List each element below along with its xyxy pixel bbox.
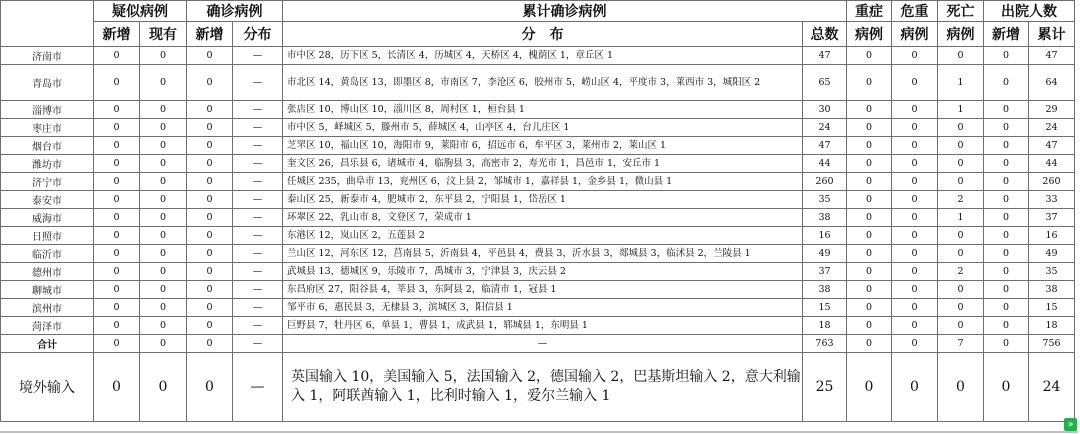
- death-cell: 0: [938, 119, 984, 137]
- table-row: [1, 299, 1075, 317]
- city-cell: 日照市: [1, 227, 94, 245]
- city-cell: 烟台市: [1, 137, 94, 155]
- discharged-new-cell: 0: [984, 137, 1029, 155]
- confirmed-distribution-cell: —: [233, 119, 283, 137]
- total-cumulative-cell: 763: [803, 335, 847, 353]
- header-cumulative-total: 总数: [803, 22, 847, 47]
- suspected-new-cell: 0: [94, 65, 140, 101]
- confirmed-new-cell: 0: [187, 227, 233, 245]
- header-cumulative: 累计确诊病例: [283, 1, 847, 22]
- confirmed-distribution-cell: —: [233, 227, 283, 245]
- suspected-new-cell: 0: [94, 317, 140, 335]
- confirmed-distribution-cell: —: [233, 263, 283, 281]
- confirmed-new-cell: 0: [187, 137, 233, 155]
- detail-cell: 东港区 12，岚山区 2，五莲县 2: [283, 227, 803, 245]
- discharged-cumulative-cell: 47: [1029, 47, 1075, 65]
- total-death-cell: 7: [938, 335, 984, 353]
- detail-cell: 泰山区 25，新泰市 4，肥城市 2，东平县 2，宁阳县 1，岱岳区 1: [283, 191, 803, 209]
- suspected-new-cell: 0: [94, 155, 140, 173]
- detail-cell: 环翠区 22，乳山市 8，文登区 7，荣成市 1: [283, 209, 803, 227]
- critical-cell: 0: [892, 317, 938, 335]
- header-critical: 危重: [892, 1, 938, 22]
- severe-cell: 0: [847, 155, 892, 173]
- header-severe-cases: 病例: [847, 22, 892, 47]
- import-discharged-cumulative-cell: 24: [1029, 353, 1075, 422]
- death-cell: 0: [938, 281, 984, 299]
- discharged-cumulative-cell: 44: [1029, 155, 1075, 173]
- death-cell: 0: [938, 155, 984, 173]
- header-row-1: [1, 1, 1075, 22]
- total-severe-cell: 0: [847, 335, 892, 353]
- critical-cell: 0: [892, 119, 938, 137]
- import-confirmed-new-cell: 0: [187, 353, 233, 422]
- suspected-existing-cell: 0: [140, 173, 187, 191]
- table-row: [1, 191, 1075, 209]
- cumulative-cell: 37: [803, 263, 847, 281]
- suspected-new-cell: 0: [94, 263, 140, 281]
- critical-cell: 0: [892, 209, 938, 227]
- table-row: [1, 263, 1075, 281]
- table-body: [1, 47, 1075, 422]
- confirmed-new-cell: 0: [187, 65, 233, 101]
- city-cell: 青岛市: [1, 65, 94, 101]
- city-cell: 菏泽市: [1, 317, 94, 335]
- suspected-new-cell: 0: [94, 227, 140, 245]
- suspected-new-cell: 0: [94, 245, 140, 263]
- confirmed-new-cell: 0: [187, 299, 233, 317]
- detail-cell: 巨野县 7，牡丹区 6，单县 1，曹县 1，成武县 1，郓城县 1，东明县 1: [283, 317, 803, 335]
- city-cell: 德州市: [1, 263, 94, 281]
- detail-cell: 邹平市 6，惠民县 3，无棣县 3，滨城区 3，阳信县 1: [283, 299, 803, 317]
- confirmed-distribution-cell: —: [233, 317, 283, 335]
- header-death: 死亡: [938, 1, 984, 22]
- confirmed-new-cell: 0: [187, 173, 233, 191]
- confirmed-distribution-cell: —: [233, 245, 283, 263]
- import-detail-cell: 英国输入 10，美国输入 5，法国输入 2，德国输入 2，巴基斯坦输入 2，意大利输入 1，阿联酋输入 1，比利时输入 1，爱尔兰输入 1: [283, 353, 803, 422]
- city-cell: 济南市: [1, 47, 94, 65]
- city-cell: 淄博市: [1, 101, 94, 119]
- header-cumulative-distribution: 分 布: [283, 22, 803, 47]
- suspected-existing-cell: 0: [140, 47, 187, 65]
- confirmed-distribution-cell: —: [233, 137, 283, 155]
- suspected-existing-cell: 0: [140, 299, 187, 317]
- suspected-new-cell: 0: [94, 137, 140, 155]
- header-discharged-new: 新增: [984, 22, 1029, 47]
- table-row: [1, 155, 1075, 173]
- suspected-new-cell: 0: [94, 191, 140, 209]
- table-row: [1, 281, 1075, 299]
- discharged-cumulative-cell: 16: [1029, 227, 1075, 245]
- table-row: [1, 209, 1075, 227]
- confirmed-distribution-cell: —: [233, 155, 283, 173]
- detail-cell: 市中区 28，历下区 5，长清区 4，历城区 4，天桥区 4，槐荫区 1，章丘区 1: [283, 47, 803, 65]
- suspected-existing-cell: 0: [140, 191, 187, 209]
- cumulative-cell: 18: [803, 317, 847, 335]
- confirmed-new-cell: 0: [187, 317, 233, 335]
- detail-cell: 张店区 10，博山区 10，淄川区 8，周村区 1，桓台县 1: [283, 101, 803, 119]
- discharged-cumulative-cell: 15: [1029, 299, 1075, 317]
- detail-cell: 市中区 5，峄城区 5，滕州市 5，薛城区 4，山亭区 4，台儿庄区 1: [283, 119, 803, 137]
- discharged-cumulative-cell: 49: [1029, 245, 1075, 263]
- severe-cell: 0: [847, 47, 892, 65]
- critical-cell: 0: [892, 47, 938, 65]
- confirmed-distribution-cell: —: [233, 299, 283, 317]
- critical-cell: 0: [892, 173, 938, 191]
- confirmed-distribution-cell: —: [233, 101, 283, 119]
- discharged-cumulative-cell: 38: [1029, 281, 1075, 299]
- header-confirmed-new: 新增: [187, 22, 233, 47]
- header-confirmed-distribution: 分布: [233, 22, 283, 47]
- death-cell: 0: [938, 299, 984, 317]
- severe-cell: 0: [847, 119, 892, 137]
- confirmed-new-cell: 0: [187, 245, 233, 263]
- discharged-cumulative-cell: 18: [1029, 317, 1075, 335]
- death-cell: 1: [938, 101, 984, 119]
- detail-cell: 任城区 235，曲阜市 13，兖州区 6，汶上县 2，邹城市 1，嘉祥县 1，金乡县 1，微山县 1: [283, 173, 803, 191]
- suspected-existing-cell: 0: [140, 65, 187, 101]
- critical-cell: 0: [892, 281, 938, 299]
- severe-cell: 0: [847, 191, 892, 209]
- total-suspected-existing-cell: 0: [140, 335, 187, 353]
- suspected-existing-cell: 0: [140, 317, 187, 335]
- severe-cell: 0: [847, 281, 892, 299]
- city-cell: 济宁市: [1, 173, 94, 191]
- city-cell: 聊城市: [1, 281, 94, 299]
- table-row: [1, 119, 1075, 137]
- cumulative-cell: 47: [803, 47, 847, 65]
- confirmed-distribution-cell: —: [233, 281, 283, 299]
- cumulative-cell: 30: [803, 101, 847, 119]
- table-row: [1, 137, 1075, 155]
- suspected-existing-cell: 0: [140, 137, 187, 155]
- suspected-new-cell: 0: [94, 299, 140, 317]
- critical-cell: 0: [892, 137, 938, 155]
- severe-cell: 0: [847, 101, 892, 119]
- cumulative-cell: 15: [803, 299, 847, 317]
- severe-cell: 0: [847, 317, 892, 335]
- critical-cell: 0: [892, 65, 938, 101]
- total-confirmed-distribution-cell: —: [233, 335, 283, 353]
- death-cell: 1: [938, 209, 984, 227]
- discharged-cumulative-cell: 37: [1029, 209, 1075, 227]
- table-row: [1, 101, 1075, 119]
- death-cell: 0: [938, 173, 984, 191]
- confirmed-new-cell: 0: [187, 119, 233, 137]
- suspected-new-cell: 0: [94, 101, 140, 119]
- suspected-existing-cell: 0: [140, 119, 187, 137]
- city-cell: 滨州市: [1, 299, 94, 317]
- cumulative-cell: 44: [803, 155, 847, 173]
- table-row: [1, 245, 1075, 263]
- city-cell: 潍坊市: [1, 155, 94, 173]
- confirmed-new-cell: 0: [187, 263, 233, 281]
- cumulative-cell: 47: [803, 137, 847, 155]
- critical-cell: 0: [892, 263, 938, 281]
- suspected-existing-cell: 0: [140, 155, 187, 173]
- city-cell: 泰安市: [1, 191, 94, 209]
- cumulative-cell: 24: [803, 119, 847, 137]
- death-cell: 0: [938, 47, 984, 65]
- suspected-new-cell: 0: [94, 47, 140, 65]
- discharged-new-cell: 0: [984, 65, 1029, 101]
- bottom-divider: [0, 431, 1078, 433]
- header-suspected-existing: 现有: [140, 22, 187, 47]
- total-discharged-cumulative-cell: 756: [1029, 335, 1075, 353]
- confirmed-new-cell: 0: [187, 101, 233, 119]
- suspected-existing-cell: 0: [140, 227, 187, 245]
- import-city-cell: 境外输入: [1, 353, 94, 422]
- import-severe-cell: 0: [847, 353, 892, 422]
- cumulative-cell: 35: [803, 191, 847, 209]
- discharged-new-cell: 0: [984, 209, 1029, 227]
- discharged-new-cell: 0: [984, 191, 1029, 209]
- header-row-2: [1, 22, 1075, 47]
- table-row: [1, 47, 1075, 65]
- confirmed-new-cell: 0: [187, 155, 233, 173]
- cumulative-cell: 49: [803, 245, 847, 263]
- death-cell: 2: [938, 191, 984, 209]
- detail-cell: 奎文区 26，昌乐县 6，诸城市 4，临朐县 3，高密市 2，寿光市 1，昌邑市 1，安丘市 1: [283, 155, 803, 173]
- discharged-cumulative-cell: 33: [1029, 191, 1075, 209]
- detail-cell: 武城县 13，德城区 9，乐陵市 7，禹城市 3，宁津县 3，庆云县 2: [283, 263, 803, 281]
- death-cell: 1: [938, 65, 984, 101]
- critical-cell: 0: [892, 155, 938, 173]
- critical-cell: 0: [892, 245, 938, 263]
- discharged-cumulative-cell: 29: [1029, 101, 1075, 119]
- cumulative-cell: 38: [803, 281, 847, 299]
- import-discharged-new-cell: 0: [984, 353, 1029, 422]
- death-cell: 0: [938, 245, 984, 263]
- import-confirmed-distribution-cell: —: [233, 353, 283, 422]
- discharged-new-cell: 0: [984, 119, 1029, 137]
- header-discharged: 出院人数: [984, 1, 1075, 22]
- suspected-new-cell: 0: [94, 119, 140, 137]
- header-city-blank: [1, 1, 94, 47]
- confirmed-new-cell: 0: [187, 209, 233, 227]
- confirmed-new-cell: 0: [187, 281, 233, 299]
- total-city-cell: 合计: [1, 335, 94, 353]
- critical-cell: 0: [892, 299, 938, 317]
- import-suspected-existing-cell: 0: [140, 353, 187, 422]
- header-death-cases: 病例: [938, 22, 984, 47]
- severe-cell: 0: [847, 299, 892, 317]
- confirmed-distribution-cell: —: [233, 191, 283, 209]
- severe-cell: 0: [847, 65, 892, 101]
- city-cell: 临沂市: [1, 245, 94, 263]
- death-cell: 0: [938, 227, 984, 245]
- cumulative-cell: 16: [803, 227, 847, 245]
- detail-cell: 市北区 14，黄岛区 13，即墨区 8，市南区 7，李沧区 6，胶州市 5，崂山区 4，平度市 3，莱西市 3，城阳区 2: [283, 65, 803, 101]
- discharged-new-cell: 0: [984, 263, 1029, 281]
- import-death-cell: 0: [938, 353, 984, 422]
- critical-cell: 0: [892, 191, 938, 209]
- header-critical-cases: 病例: [892, 22, 938, 47]
- death-cell: 2: [938, 263, 984, 281]
- header-severe: 重症: [847, 1, 892, 22]
- import-cumulative-cell: 25: [803, 353, 847, 422]
- header-confirmed: 确诊病例: [187, 1, 283, 22]
- suspected-new-cell: 0: [94, 281, 140, 299]
- suspected-new-cell: 0: [94, 209, 140, 227]
- table-row: [1, 173, 1075, 191]
- discharged-new-cell: 0: [984, 317, 1029, 335]
- table-row: [1, 317, 1075, 335]
- cumulative-cell: 260: [803, 173, 847, 191]
- total-critical-cell: 0: [892, 335, 938, 353]
- suspected-existing-cell: 0: [140, 101, 187, 119]
- cumulative-cell: 65: [803, 65, 847, 101]
- discharged-new-cell: 0: [984, 173, 1029, 191]
- total-suspected-new-cell: 0: [94, 335, 140, 353]
- table-row: [1, 65, 1075, 101]
- import-row: [1, 353, 1075, 422]
- suspected-existing-cell: 0: [140, 209, 187, 227]
- discharged-new-cell: 0: [984, 245, 1029, 263]
- chevron-double-down-icon[interactable]: »: [1064, 418, 1077, 431]
- severe-cell: 0: [847, 173, 892, 191]
- suspected-new-cell: 0: [94, 173, 140, 191]
- total-discharged-new-cell: 0: [984, 335, 1029, 353]
- suspected-existing-cell: 0: [140, 263, 187, 281]
- header-suspected: 疑似病例: [94, 1, 187, 22]
- severe-cell: 0: [847, 245, 892, 263]
- detail-cell: 兰山区 12，河东区 12，莒南县 5，沂南县 4，平邑县 4，费县 3，沂水县 3，郯城县 3，临沭县 2，兰陵县 1: [283, 245, 803, 263]
- discharged-cumulative-cell: 24: [1029, 119, 1075, 137]
- header-discharged-cumulative: 累计: [1029, 22, 1075, 47]
- discharged-cumulative-cell: 35: [1029, 263, 1075, 281]
- discharged-cumulative-cell: 260: [1029, 173, 1075, 191]
- city-cell: 威海市: [1, 209, 94, 227]
- confirmed-distribution-cell: —: [233, 173, 283, 191]
- discharged-new-cell: 0: [984, 281, 1029, 299]
- death-cell: 0: [938, 137, 984, 155]
- severe-cell: 0: [847, 227, 892, 245]
- detail-cell: 芝罘区 10，福山区 10，海阳市 9，莱阳市 6，招远市 6，牟平区 3，莱州市 2，莱山区 1: [283, 137, 803, 155]
- cumulative-cell: 38: [803, 209, 847, 227]
- critical-cell: 0: [892, 101, 938, 119]
- confirmed-new-cell: 0: [187, 47, 233, 65]
- total-detail-cell: —: [283, 335, 803, 353]
- discharged-new-cell: 0: [984, 227, 1029, 245]
- discharged-new-cell: 0: [984, 299, 1029, 317]
- suspected-existing-cell: 0: [140, 245, 187, 263]
- detail-cell: 东昌府区 27，阳谷县 4，莘县 3，东阿县 2，临清市 1，冠县 1: [283, 281, 803, 299]
- severe-cell: 0: [847, 137, 892, 155]
- discharged-new-cell: 0: [984, 101, 1029, 119]
- death-cell: 0: [938, 317, 984, 335]
- import-suspected-new-cell: 0: [94, 353, 140, 422]
- table-row: [1, 227, 1075, 245]
- critical-cell: 0: [892, 227, 938, 245]
- total-row: [1, 335, 1075, 353]
- severe-cell: 0: [847, 263, 892, 281]
- import-critical-cell: 0: [892, 353, 938, 422]
- discharged-cumulative-cell: 47: [1029, 137, 1075, 155]
- confirmed-distribution-cell: —: [233, 65, 283, 101]
- discharged-new-cell: 0: [984, 155, 1029, 173]
- confirmed-distribution-cell: —: [233, 47, 283, 65]
- discharged-new-cell: 0: [984, 47, 1029, 65]
- confirmed-distribution-cell: —: [233, 209, 283, 227]
- suspected-existing-cell: 0: [140, 281, 187, 299]
- confirmed-new-cell: 0: [187, 191, 233, 209]
- total-confirmed-new-cell: 0: [187, 335, 233, 353]
- discharged-cumulative-cell: 64: [1029, 65, 1075, 101]
- city-cell: 枣庄市: [1, 119, 94, 137]
- header-suspected-new: 新增: [94, 22, 140, 47]
- severe-cell: 0: [847, 209, 892, 227]
